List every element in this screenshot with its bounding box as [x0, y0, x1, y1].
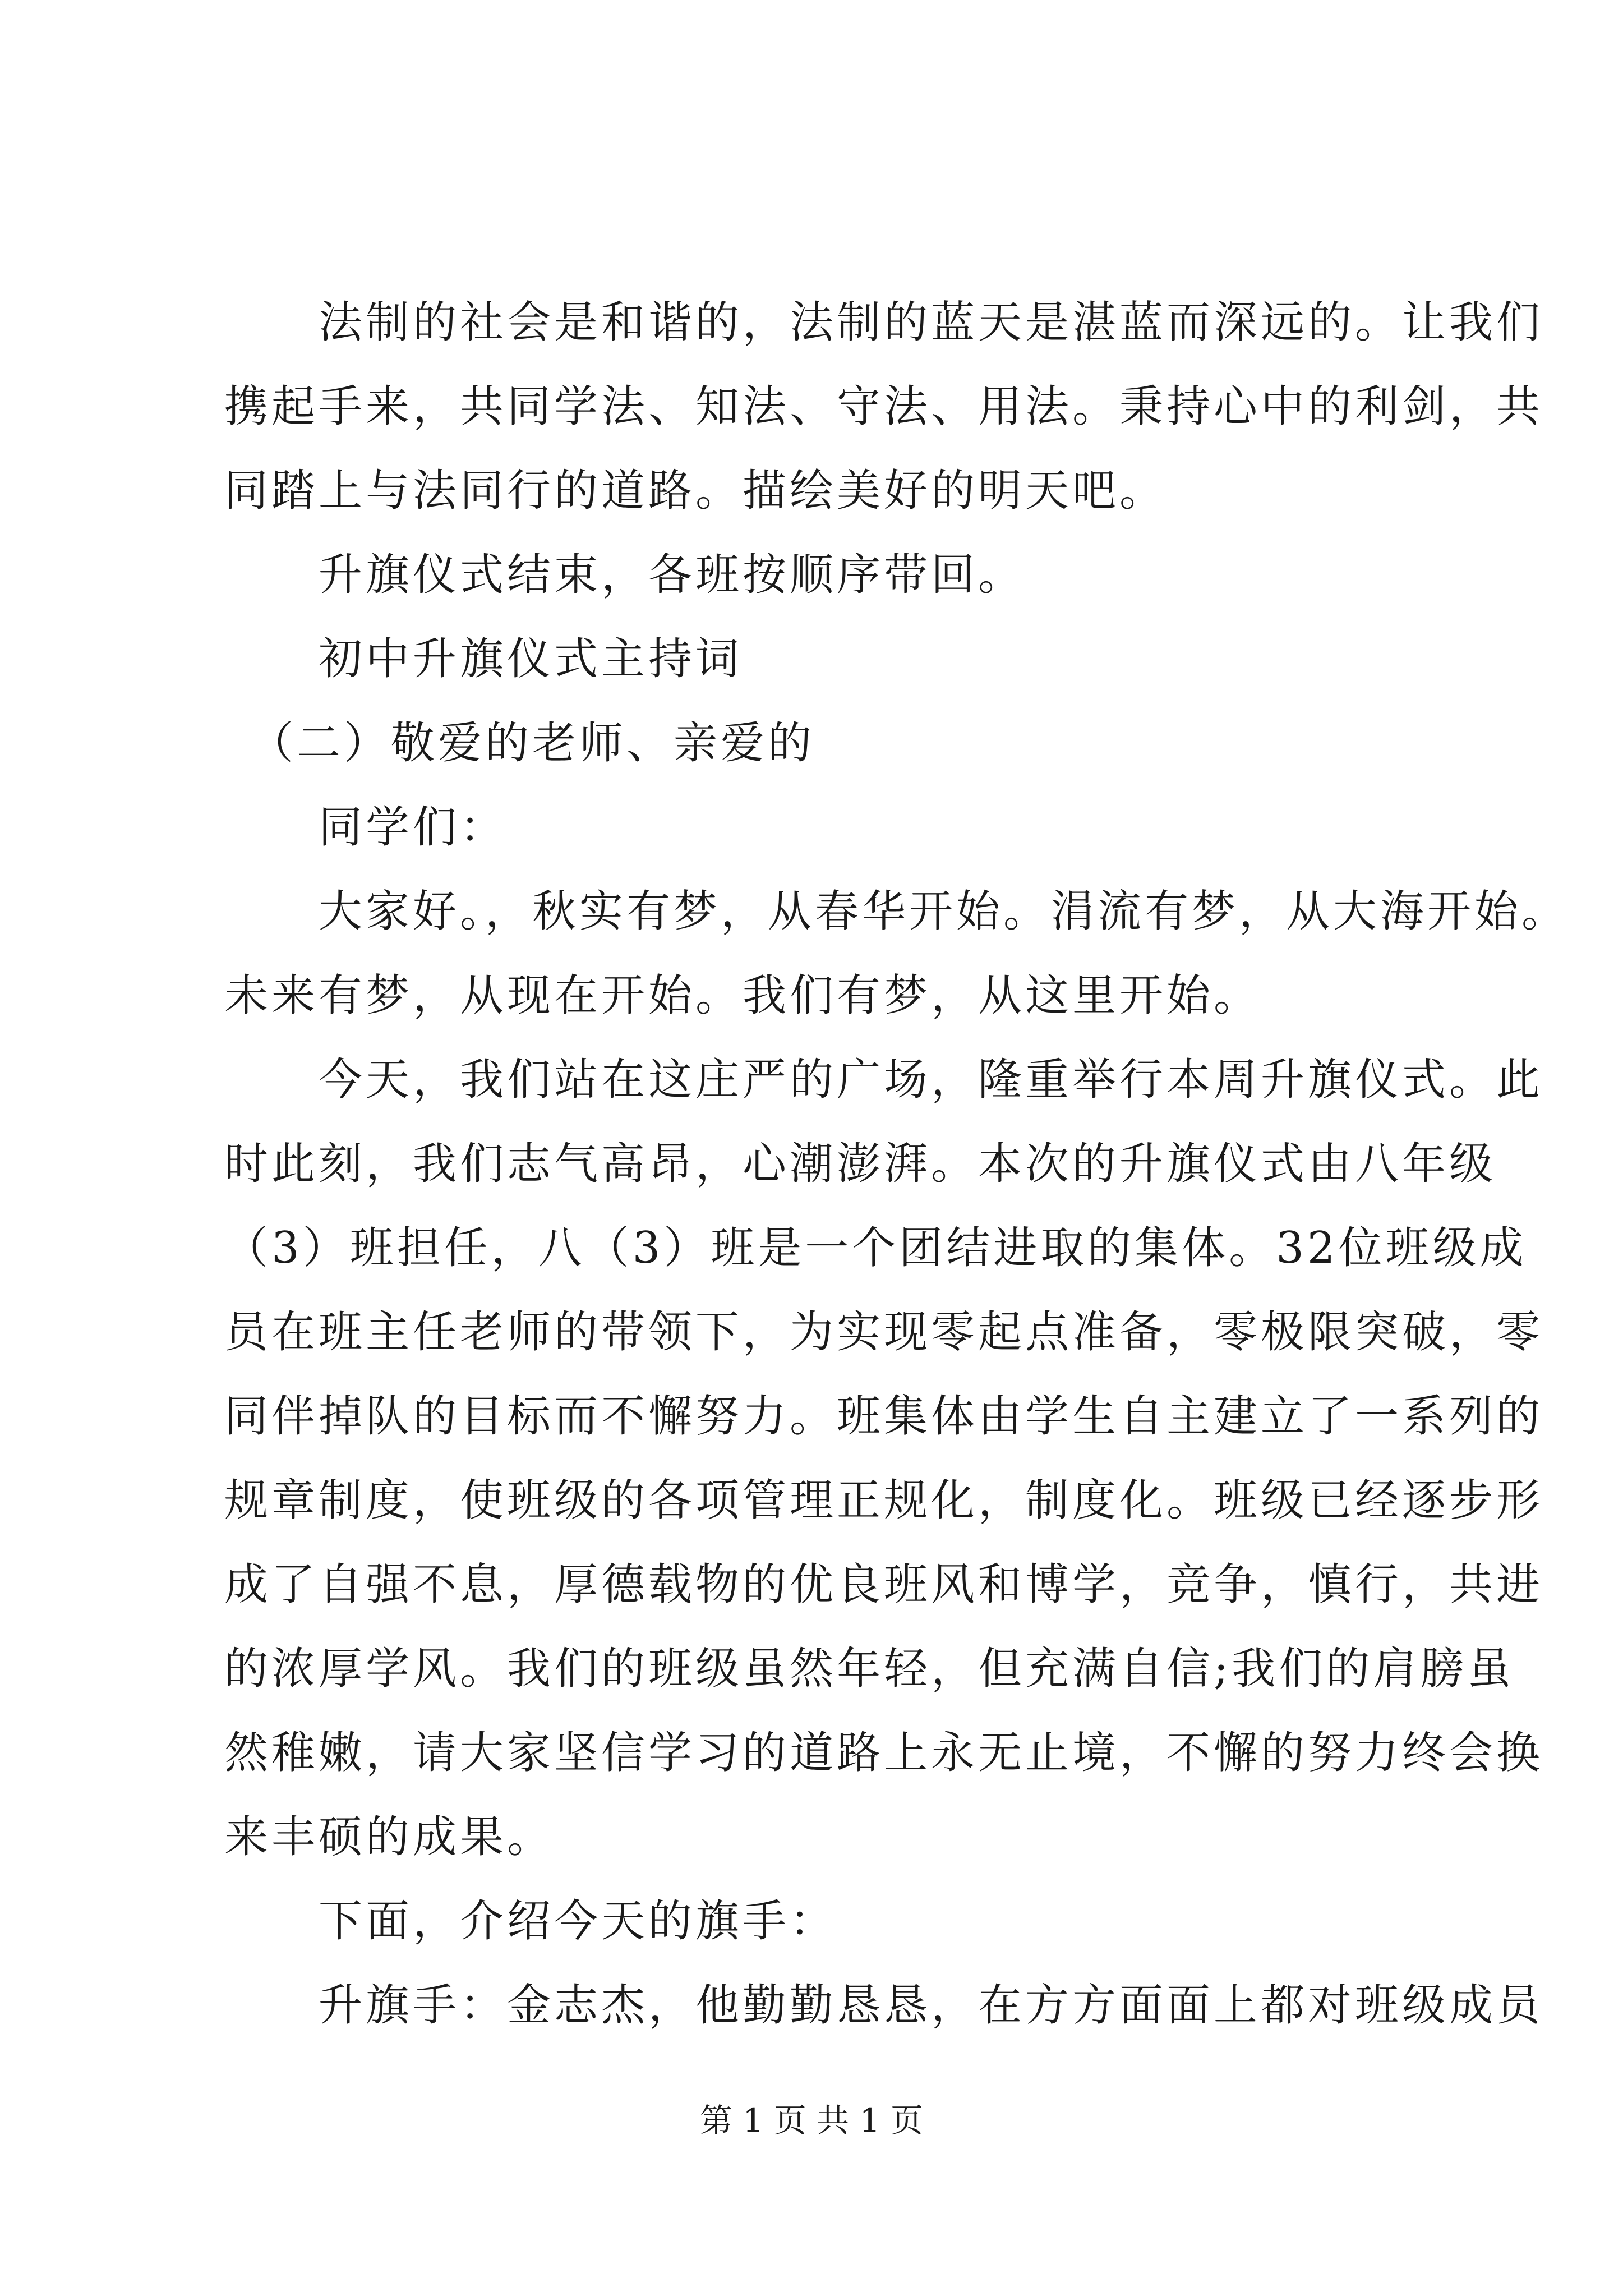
text-line: 携起手来，共同学法、知法、守法、用法。秉持心中的利剑，共: [224, 381, 1544, 432]
text-line: 成了自强不息，厚德载物的优良班风和博学，竞争，慎行，共进: [224, 1559, 1544, 1610]
text-line: 同伴掉队的目标而不懈努力。班集体由学生自主建立了一系列的: [224, 1391, 1544, 1442]
text-line: 员在班主任老师的带领下，为实现零起点准备，零极限突破，零: [224, 1307, 1544, 1358]
text-line: （3）班担任，八（3）班是一个团结进取的集体。32位班级成: [224, 1223, 1527, 1273]
text-line: 然稚嫩，请大家坚信学习的道路上永无止境，不懈的努力终会换: [224, 1728, 1544, 1778]
text-line: 来丰硕的成果。: [224, 1812, 555, 1862]
text-line: 初中升旗仪式主持词: [224, 634, 743, 684]
text-line: 下面，介绍今天的旗手：: [224, 1896, 837, 1947]
text-line: 时此刻，我们志气高昂，心潮澎湃。本次的升旗仪式由八年级: [224, 1139, 1497, 1189]
page-number-footer: 第 1 页 共 1 页: [700, 2101, 923, 2139]
text-line: 升旗手：金志杰，他勤勤恳恳，在方方面面上都对班级成员: [224, 1980, 1544, 2031]
text-line: 规章制度，使班级的各项管理正规化，制度化。班级已经逐步形: [224, 1475, 1544, 1526]
text-line: （二）敬爱的老师、亲爱的: [224, 718, 815, 769]
text-line: 升旗仪式结束，各班按顺序带回。: [224, 550, 1026, 600]
text-line: 今天，我们站在这庄严的广场，隆重举行本周升旗仪式。此: [224, 1055, 1544, 1105]
text-line: 的浓厚学风。我们的班级虽然年轻，但充满自信;我们的肩膀虽: [224, 1644, 1515, 1694]
text-line: 法制的社会是和谐的，法制的蓝天是湛蓝而深远的。让我们: [224, 297, 1544, 348]
text-line: 大家好。，秋实有梦，从春华开始。涓流有梦，从大海开始。: [224, 886, 1569, 937]
text-line: 未来有梦，从现在开始。我们有梦，从这里开始。: [224, 970, 1261, 1021]
text-line: 同踏上与法同行的道路。描绘美好的明天吧。: [224, 466, 1167, 516]
text-line: 同学们：: [224, 802, 508, 853]
